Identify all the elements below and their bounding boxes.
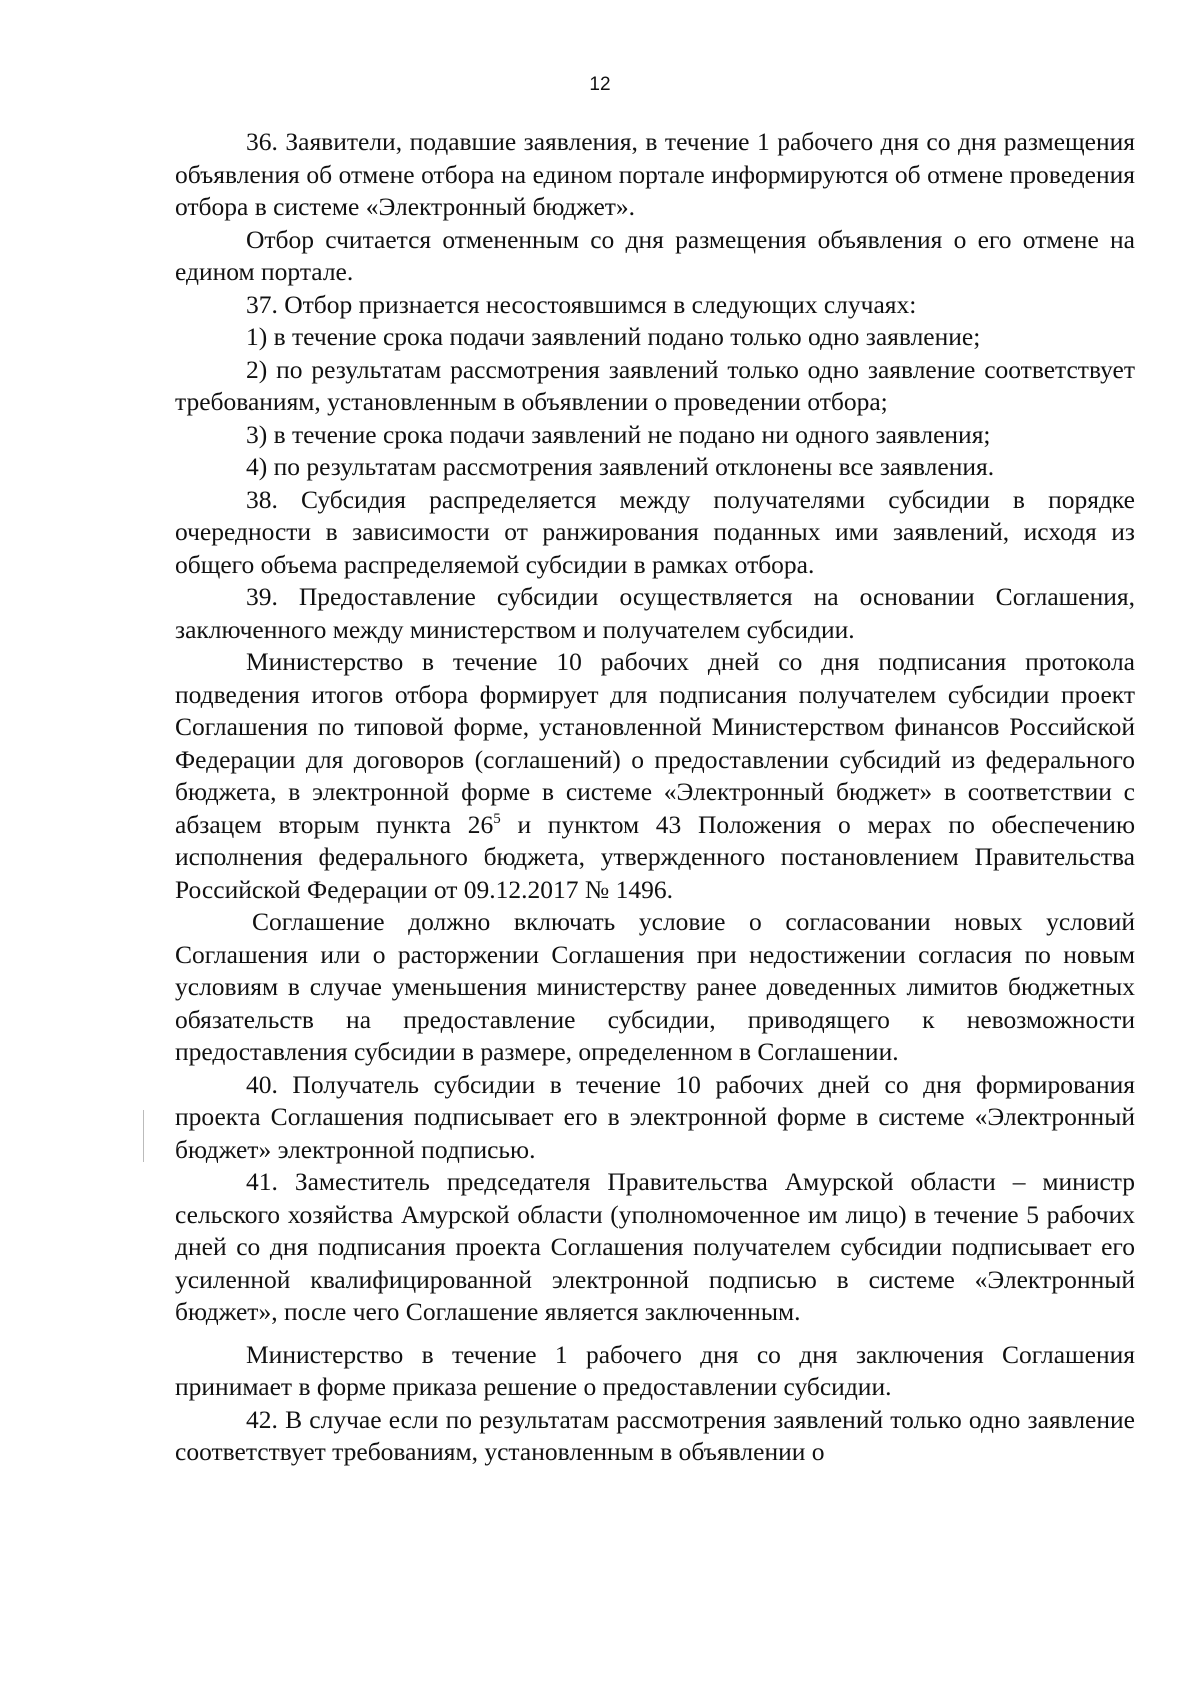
ministry-text-start: Министерство в течение 10 рабочих дней со дня подписания протокола подведения итогов отбора формирует для подписания получателем субсидии проект Соглашения по типовой форме, установленной Министерством финансов Российской Федерации для договоров (соглашений) о предоставлении субсидий из федерального бюджета, в электронной форме в системе «Электронный бюджет» в соответствии с абзацем вторым пункта 26 — [175, 647, 1135, 839]
paragraph-40: 40. Получатель субсидии в течение 10 рабочих дней со дня формирования проекта Соглашения подписывает его в электронной форме в системе «Электронный бюджет» электронной подписью. — [175, 1069, 1135, 1164]
paragraph-37: 37. Отбор признается несостоявшимся в следующих случаях: — [246, 289, 917, 319]
paragraph-agreement-conditions: Соглашение должно включать условие о согласовании новых условий Соглашения или о расторжении Соглашения при недостижении согласия по новым условиям в случае уменьшения министерству ранее доведенных лимитов бюджетных обязательств на предоставление субсидии, приводящего к невозможности предоставления субсидии в размере, определенном в Соглашении. — [175, 907, 1135, 1066]
list-item-37-1: 1) в течение срока подачи заявлений подано только одно заявление; — [246, 322, 981, 351]
paragraph-36: 36. Заявители, подавшие заявления, в течение 1 рабочего дня со дня размещения объявления об отмене отбора на едином портале информируются об отмене проведения отбора в системе «Электронный бюджет». — [175, 127, 1135, 221]
paragraph-cancel-date: Отбор считается отмененным со дня размещения объявления о его отмене на едином портале. — [175, 224, 1135, 286]
list-item-37-4: 4) по результатам рассмотрения заявлений отклонены все заявления. — [246, 452, 995, 481]
ministry-text-end: и пунктом 43 Положения о мерах по обеспечению исполнения федерального бюджета, утвержденного постановлением Правительства Российской Федерации от 09.12.2017 № 1496. — [175, 809, 1136, 904]
margin-scan-mark — [143, 1110, 144, 1162]
paragraph-ministry-decision: Министерство в течение 1 рабочего дня со дня заключения Соглашения принимает в форме приказа решение о предоставлении субсидии. — [175, 1339, 1135, 1401]
footnote-superscript: 5 — [493, 810, 501, 827]
paragraph-ministry-agreement — [175, 646, 1135, 906]
list-item-37-2: 2) по результатам рассмотрения заявлений только одно заявление соответствует требованиям, установленным в объявлении о проведении отбора; — [175, 354, 1135, 416]
list-item-37-3: 3) в течение срока подачи заявлений не подано ни одного заявления; — [246, 419, 991, 449]
paragraph-38: 38. Субсидия распределяется между получателями субсидии в порядке очередности в зависимости от ранжирования поданных ими заявлений, исходя из общего объема распределяемой субсидии в рамках отбора. — [175, 484, 1135, 579]
paragraph-42: 42. В случае если по результатам рассмотрения заявлений только одно заявление соответствует требованиям, установленным в объявлении о — [175, 1404, 1135, 1466]
document-body — [175, 126, 1135, 1469]
paragraph-39: 39. Предоставление субсидии осуществляется на основании Соглашения, заключенного между министерством и получателем субсидии. — [175, 582, 1135, 644]
page-number: 12 — [589, 74, 611, 95]
paragraph-41: 41. Заместитель председателя Правительства Амурской области – министр сельского хозяйства Амурской области (уполномоченное им лицо) в течение 5 рабочих дней со дня подписания проекта Соглашения получателем субсидии подписывает его усиленной квалифицированной электронной подписью в системе «Электронный бюджет», после чего Соглашение является заключенным. — [175, 1167, 1135, 1326]
